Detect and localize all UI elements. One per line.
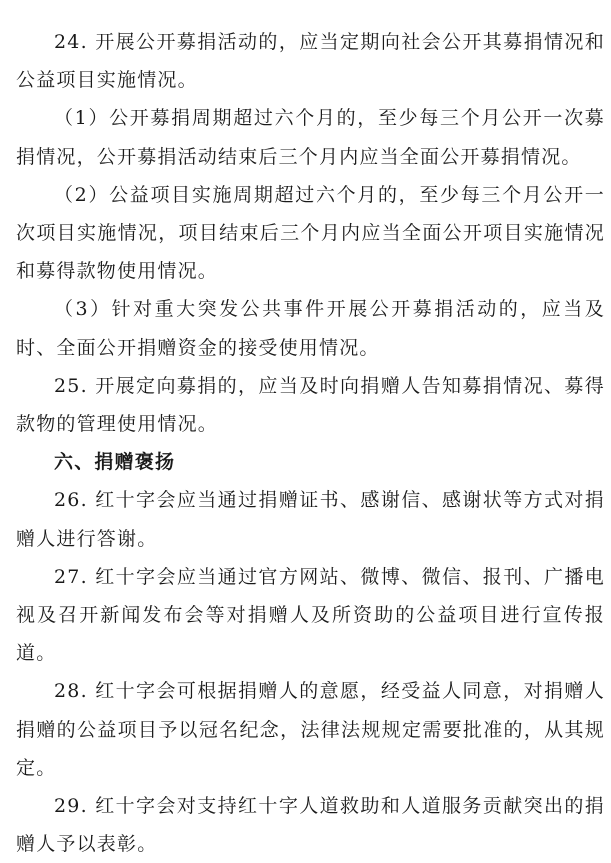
paragraph-27: 27. 红十字会应当通过官方网站、微博、微信、报刊、广播电视及召开新闻发布会等对捐赠人及所资助的公益项目进行宣传报道。	[16, 565, 605, 665]
paragraph-24-1: （1）公开募捐周期超过六个月的，至少每三个月公开一次募捐情况，公开募捐活动结束后三个月内应当全面公开募捐情况。	[16, 107, 605, 168]
paragraph-26: 26. 红十字会应当通过捐赠证书、感谢信、感谢状等方式对捐赠人进行答谢。	[16, 489, 605, 550]
paragraph-29: 29. 红十字会对支持红十字人道救助和人道服务贡献突出的捐赠人予以表彰。	[16, 795, 605, 856]
paragraph-24-3: （3）针对重大突发公共事件开展公开募捐活动的，应当及时、全面公开捐赠资金的接受使用情况。	[16, 298, 605, 359]
paragraph-24-2: （2）公益项目实施周期超过六个月的，至少每三个月公开一次项目实施情况，项目结束后三个月内应当全面公开项目实施情况和募得款物使用情况。	[16, 183, 605, 283]
paragraph-28: 28. 红十字会可根据捐赠人的意愿，经受益人同意，对捐赠人捐赠的公益项目予以冠名纪念，法律法规规定需要批准的，从其规定。	[16, 680, 605, 779]
paragraph-24: 24. 开展公开募捐活动的，应当定期向社会公开其募捐情况和公益项目实施情况。	[16, 31, 605, 92]
paragraph-25: 25. 开展定向募捐的，应当及时向捐赠人告知募捐情况、募得款物的管理使用情况。	[16, 374, 605, 436]
section-heading-6: 六、捐赠褒扬	[54, 451, 176, 474]
